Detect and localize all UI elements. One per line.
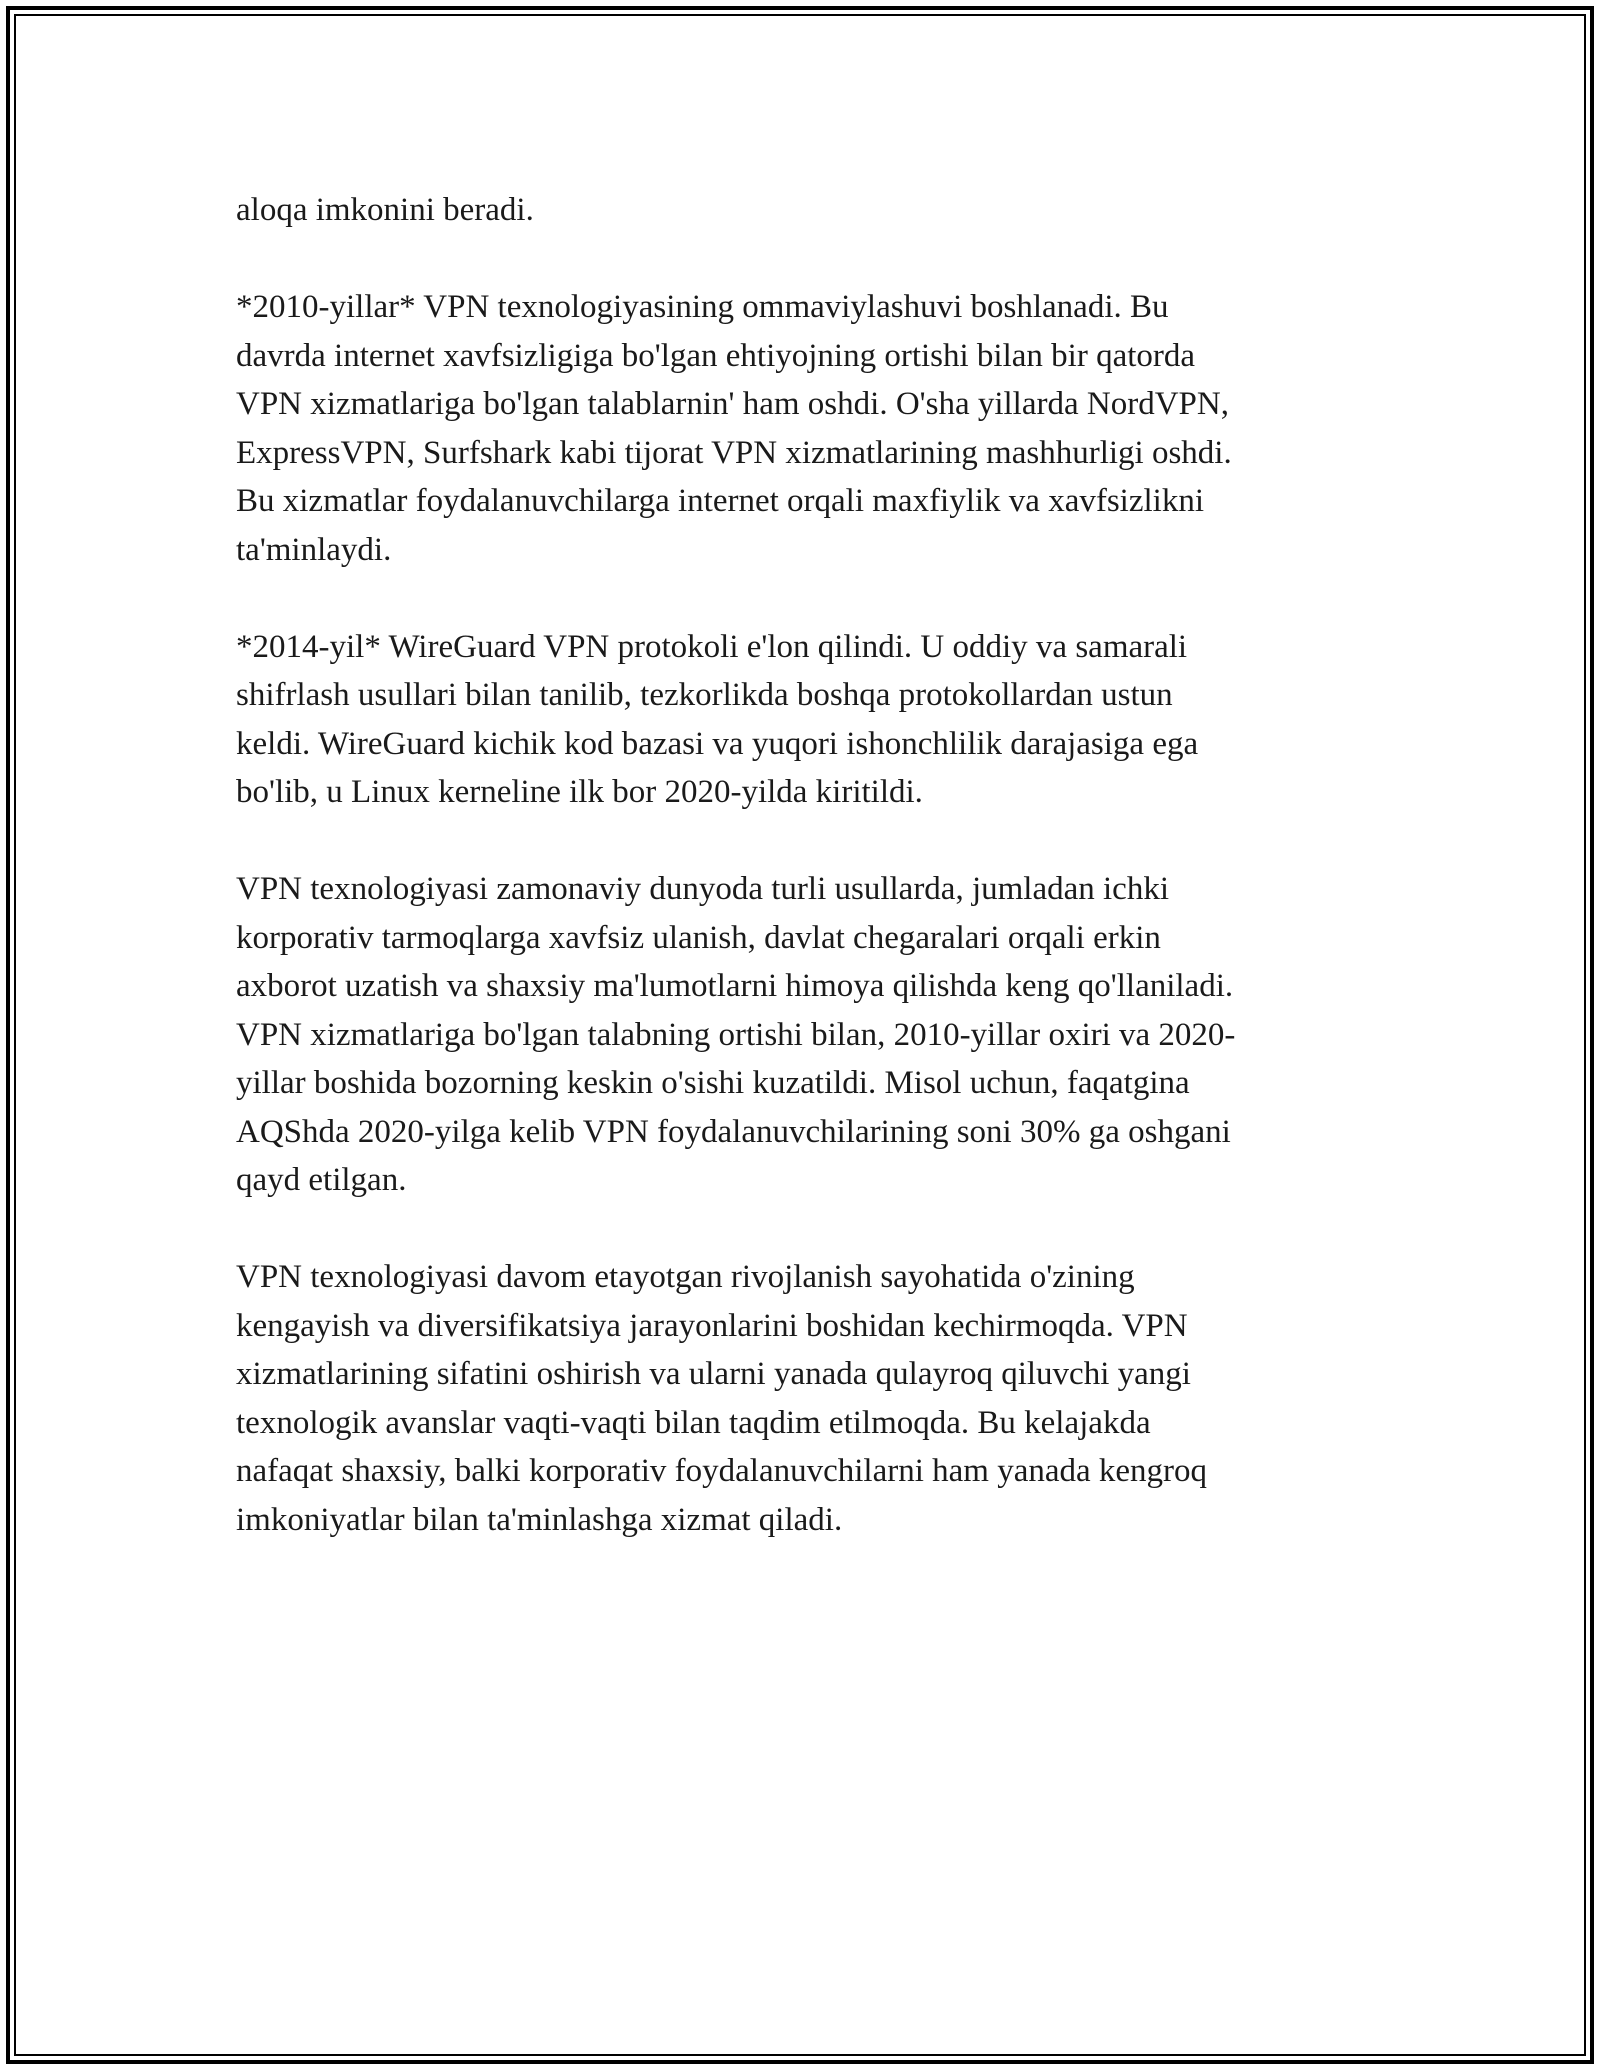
text-line: ta'minlaydi. (236, 531, 392, 568)
text-line: *2014-yil* WireGuard VPN protokoli e'lon qilindi. U oddiy va samarali (236, 628, 1188, 665)
text-line: VPN xizmatlariga bo'lgan talablarnin' ham oshdi. O'sha yillarda NordVPN, (236, 386, 1229, 422)
text-line: texnologik avanslar vaqti-vaqti bilan taqdim etilmoqda. Bu kelajakda (236, 1404, 1151, 1441)
text-line: kengayish va diversifikatsiya jarayonlarini boshidan kechirmoqda. VPN (236, 1307, 1188, 1344)
text-line: VPN texnologiyasi davom etayotgan rivojlanish sayohatida o'zining (236, 1259, 1135, 1295)
text-line: *2010-yillar* VPN texnologiyasining ommaviylashuvi boshlanadi. Bu (236, 289, 1169, 325)
text-line: qayd etilgan. (236, 1162, 407, 1198)
paragraph (236, 865, 1366, 1205)
text-line: imkoniyatlar bilan ta'minlashga xizmat qiladi. (236, 1501, 843, 1538)
text-line: korporativ tarmoqlarga xavfsiz ulanish, davlat chegaralari orqali erkin (236, 919, 1161, 956)
text-line: shifrlash usullari bilan tanilib, tezkorlikda boshqa protokollardan ustun (236, 677, 1173, 713)
text-line: yillar boshida bozorning keskin o'sishi kuzatildi. Misol uchun, faqatgina (236, 1065, 1190, 1101)
text-line: AQShda 2020-yilga kelib VPN foydalanuvchilarining soni 30% ga oshgani (236, 1113, 1231, 1150)
text-line: ExpressVPN, Surfshark kabi tijorat VPN xizmatlarining mashhurligi oshdi. (236, 434, 1232, 471)
text-line: keldi. WireGuard kichik kod bazasi va yuqori ishonchlilik darajasiga ega (236, 725, 1199, 762)
document-body (236, 186, 1366, 1593)
text-line: VPN texnologiyasi zamonaviy dunyoda turli usullarda, jumladan ichki (236, 871, 1169, 907)
paragraph (236, 186, 1366, 235)
text-line: nafaqat shaxsiy, balki korporativ foydalanuvchilarni ham yanada kengroq (236, 1453, 1208, 1489)
text-line: VPN xizmatlariga bo'lgan talabning ortishi bilan, 2010-yillar oxiri va 2020- (236, 1016, 1236, 1053)
paragraph (236, 623, 1366, 817)
text-line: bo'lib, u Linux kerneline ilk bor 2020-yilda kiritildi. (236, 774, 923, 810)
text-line: xizmatlarining sifatini oshirish va ularni yanada qulayroq qiluvchi yangi (236, 1356, 1191, 1392)
paragraph (236, 1253, 1366, 1544)
text-line: axborot uzatish va shaxsiy ma'lumotlarni himoya qilishda keng qo'llaniladi. (236, 968, 1234, 1004)
text-line: Bu xizmatlar foydalanuvchilarga internet orqali maxfiylik va xavfsizlikni (236, 483, 1205, 519)
text-line: davrda internet xavfsizligiga bo'lgan ehtiyojning ortishi bilan bir qatorda (236, 337, 1196, 374)
paragraph (236, 283, 1366, 574)
text-line: aloqa imkonini beradi. (236, 192, 534, 228)
